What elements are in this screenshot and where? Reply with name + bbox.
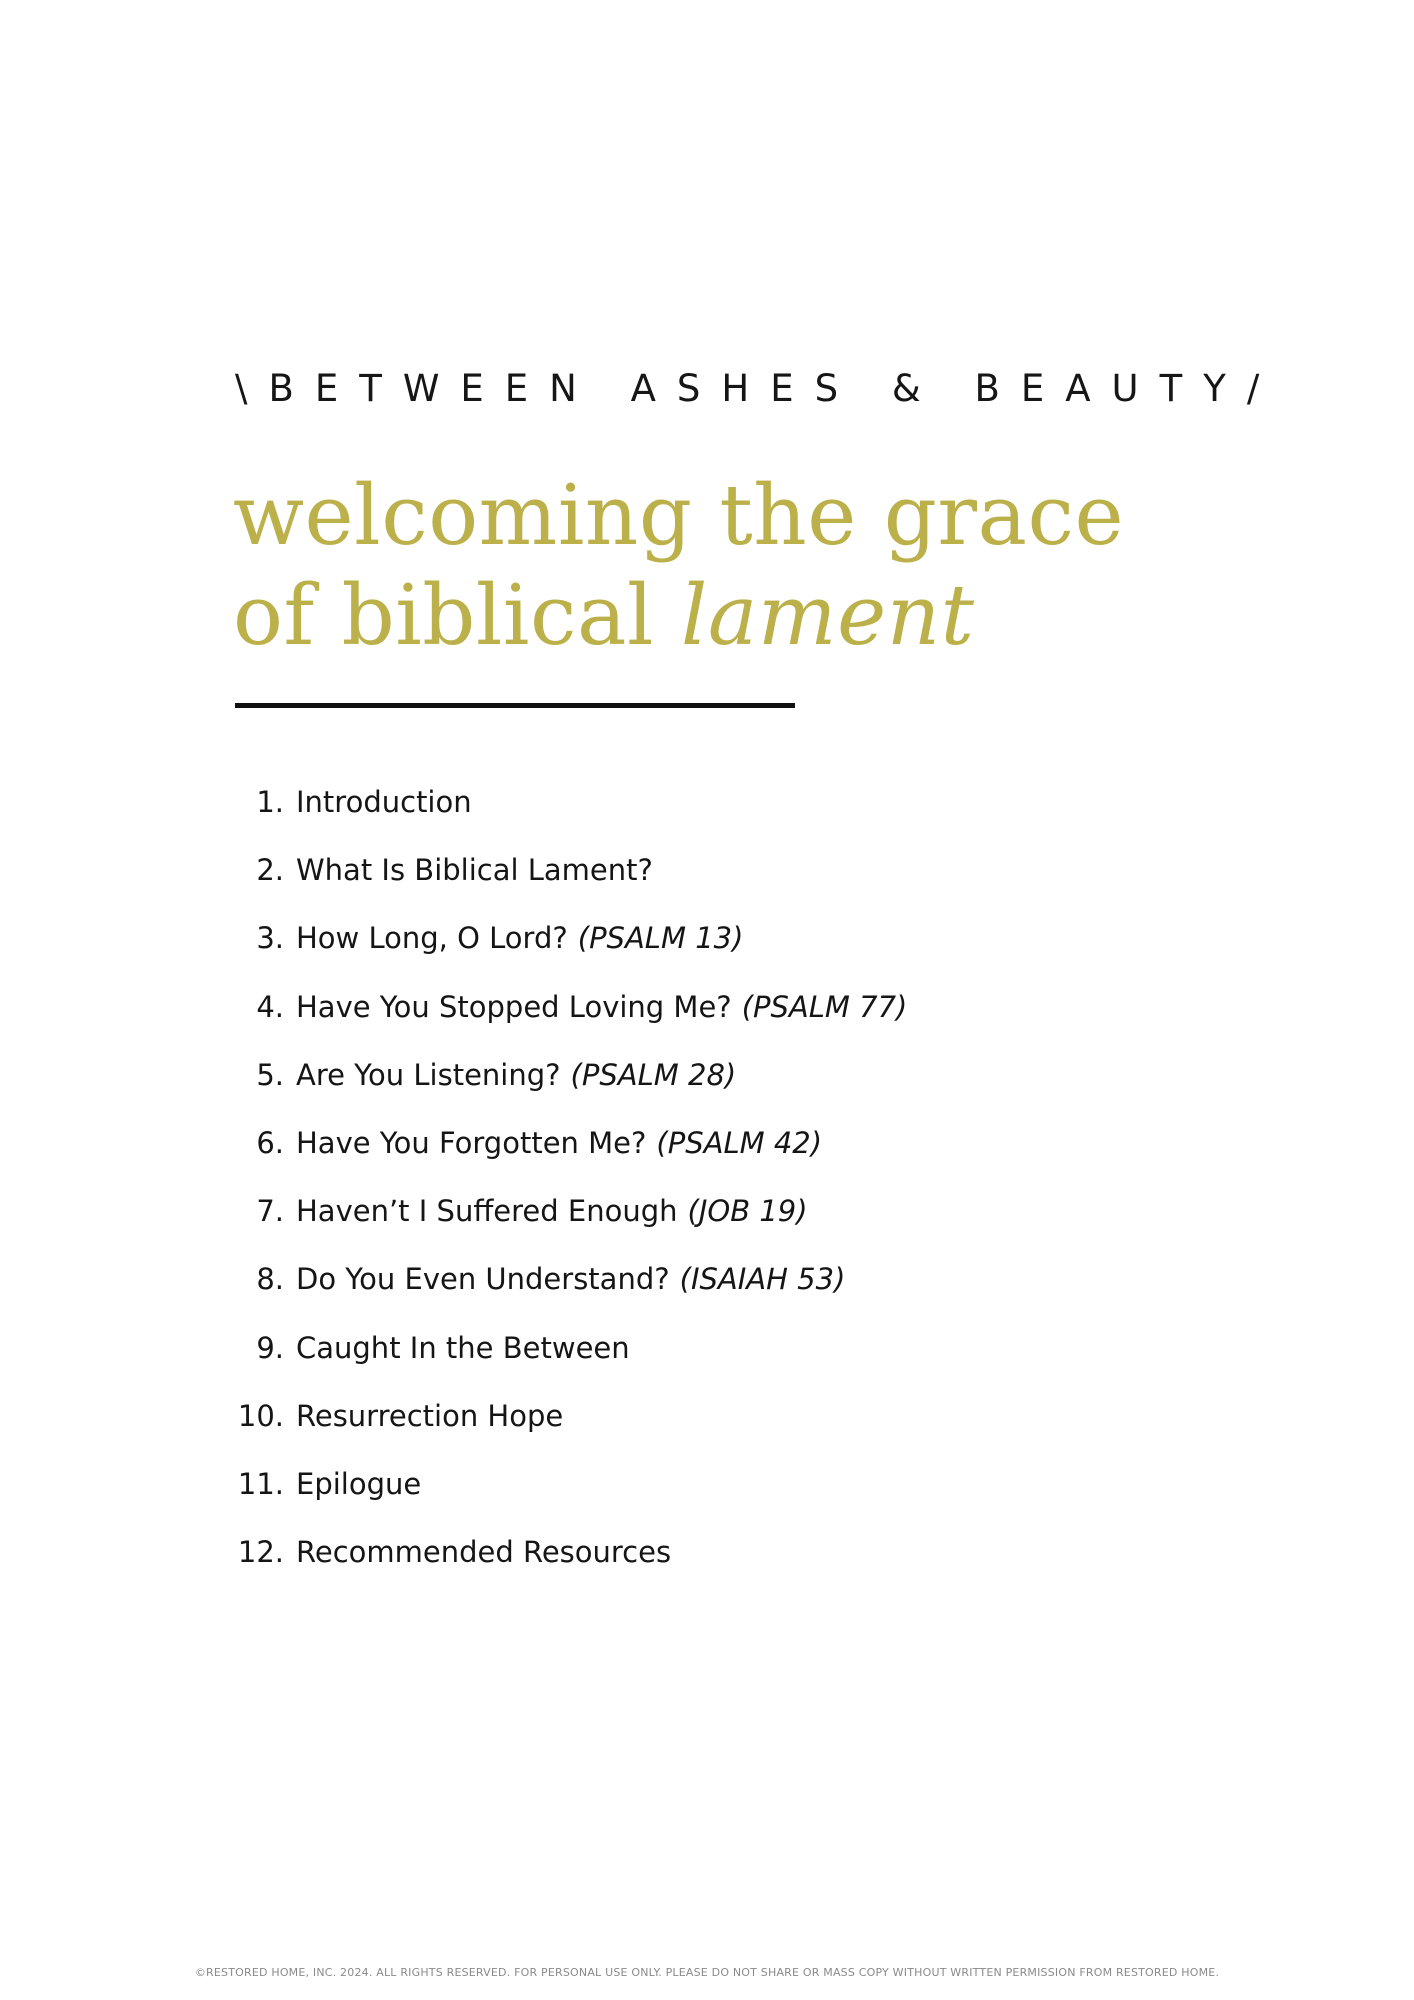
toc-item-number: 10. bbox=[237, 1398, 284, 1433]
toc-item-label bbox=[296, 1055, 736, 1095]
toc-item bbox=[0, 1259, 1100, 1327]
toc-item bbox=[0, 1532, 1100, 1600]
toc-item-number: 2. bbox=[256, 853, 284, 888]
toc-item bbox=[0, 1464, 1100, 1532]
toc-item-label bbox=[296, 1328, 630, 1368]
document-title bbox=[233, 466, 1233, 666]
toc-item-label bbox=[296, 1396, 563, 1436]
toc-item-text: How Long, O Lord? bbox=[296, 921, 568, 956]
toc-item-label bbox=[296, 1464, 421, 1504]
toc-item-text: Do You Even Understand? bbox=[296, 1262, 670, 1297]
toc-item bbox=[0, 850, 1100, 918]
toc-item-scripture-ref: (PSALM 77) bbox=[741, 989, 908, 1024]
title-line-2-prefix: of biblical bbox=[233, 567, 681, 664]
toc-item bbox=[0, 987, 1100, 1055]
title-line-2-italic: lament bbox=[680, 567, 975, 664]
toc-item-number: 3. bbox=[256, 921, 284, 956]
toc-item bbox=[0, 1328, 1100, 1396]
toc-item-scripture-ref: (JOB 19) bbox=[687, 1194, 808, 1229]
table-of-contents bbox=[0, 782, 1100, 1600]
toc-item-label bbox=[296, 918, 743, 958]
toc-item-text: Caught In the Between bbox=[296, 1330, 630, 1365]
toc-item-text: Have You Stopped Loving Me? bbox=[296, 989, 732, 1024]
toc-item-number: 6. bbox=[256, 1125, 284, 1160]
toc-item-number: 7. bbox=[256, 1194, 284, 1229]
toc-item-number: 12. bbox=[237, 1535, 284, 1570]
toc-item-text: Are You Listening? bbox=[296, 1057, 561, 1092]
toc-item-number: 8. bbox=[256, 1262, 284, 1297]
toc-item-label bbox=[296, 782, 472, 822]
toc-item-number: 1. bbox=[256, 785, 284, 819]
copyright-footer: ©RESTORED HOME, INC. 2024. ALL RIGHTS RESERVED. FOR PERSONAL USE ONLY. PLEASE DO NOT SHARE OR MASS COPY WITHOUT WRITTEN PERMISSION FROM RESTORED HOME. bbox=[194, 1966, 1220, 1979]
toc-item-text: Have You Forgotten Me? bbox=[296, 1125, 647, 1160]
toc-item-label bbox=[296, 1123, 822, 1163]
toc-item bbox=[0, 1396, 1100, 1464]
toc-item-text: Recommended Resources bbox=[296, 1535, 672, 1570]
toc-item-text: Haven’t I Suffered Enough bbox=[296, 1194, 678, 1229]
toc-item-label bbox=[296, 1259, 845, 1299]
toc-item bbox=[0, 1191, 1100, 1259]
title-line-2 bbox=[233, 566, 1233, 666]
toc-item bbox=[0, 1123, 1100, 1191]
title-divider bbox=[235, 703, 795, 708]
toc-item-number: 9. bbox=[256, 1330, 284, 1365]
toc-item-scripture-ref: (PSALM 42) bbox=[656, 1125, 823, 1160]
toc-item-text: Resurrection Hope bbox=[296, 1398, 564, 1433]
toc-item-scripture-ref: (PSALM 28) bbox=[570, 1057, 737, 1092]
toc-item-label bbox=[296, 1532, 671, 1572]
toc-item-label bbox=[296, 987, 907, 1027]
toc-item-label bbox=[296, 1191, 808, 1231]
toc-item-number: 4. bbox=[256, 989, 284, 1024]
series-title: \BETWEEN ASHES & BEAUTY/ bbox=[235, 367, 1281, 410]
title-line-1: welcoming the grace bbox=[233, 467, 1125, 564]
toc-item bbox=[0, 918, 1100, 986]
toc-item bbox=[0, 782, 1100, 850]
toc-item-text: Epilogue bbox=[296, 1466, 422, 1501]
toc-item-label bbox=[296, 850, 653, 890]
toc-item-text: What Is Biblical Lament? bbox=[296, 853, 653, 888]
toc-item-text: Introduction bbox=[296, 785, 472, 819]
toc-item-scripture-ref: (ISAIAH 53) bbox=[679, 1262, 846, 1297]
toc-item-number: 5. bbox=[256, 1057, 284, 1092]
toc-item-number: 11. bbox=[237, 1466, 284, 1501]
toc-item-scripture-ref: (PSALM 13) bbox=[577, 921, 744, 956]
toc-item bbox=[0, 1055, 1100, 1123]
